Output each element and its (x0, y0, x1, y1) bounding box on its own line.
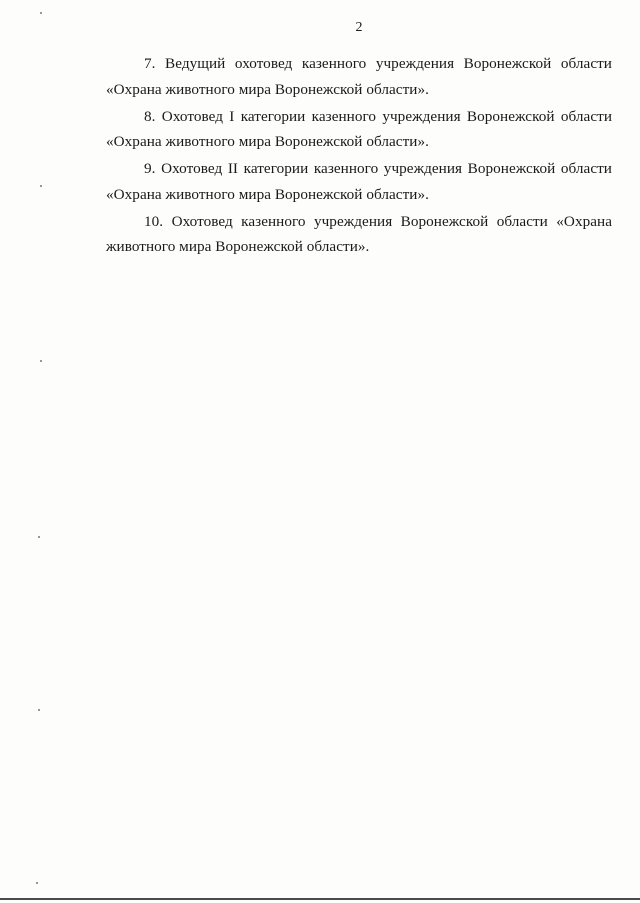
scan-speck (36, 882, 38, 884)
scan-bottom-edge (0, 898, 640, 900)
document-body (106, 51, 612, 260)
list-item-10: 10. Охотовед казенного учреждения Воронежской области «Охрана животного мира Воронежской области». (106, 212, 612, 255)
page-number (0, 20, 640, 36)
scan-speck (38, 536, 40, 538)
list-item-7: 7. Ведущий охотовед казенного учреждения Воронежской области «Охрана животного мира Воронежской области». (106, 55, 612, 98)
scan-speck (40, 360, 42, 362)
page-number-text: 2 (355, 20, 363, 35)
scan-speck (40, 185, 42, 187)
scan-speck (38, 709, 40, 711)
scan-speck (40, 12, 42, 14)
list-item-9: 9. Охотовед II категории казенного учреждения Воронежской области «Охрана животного мира Воронежской области». (106, 160, 612, 203)
list-item-8: 8. Охотовед I категории казенного учреждения Воронежской области «Охрана животного мира Воронежской области». (106, 107, 612, 150)
